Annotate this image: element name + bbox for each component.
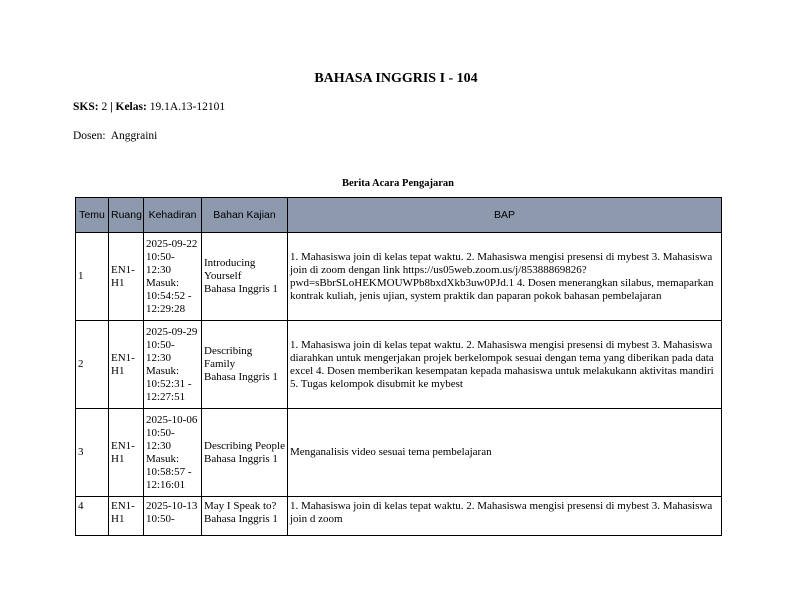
kehadiran-cell xyxy=(144,409,202,497)
sks-value: 2 xyxy=(101,101,108,113)
header-ruang: Ruang xyxy=(109,198,144,233)
masuk-label: Masuk: xyxy=(146,276,179,289)
masuk-label: Masuk: xyxy=(146,452,179,465)
masuk-time: 10:58:57 - 12:16:01 xyxy=(146,465,192,491)
bap-cell: 1. Mahasiswa join di kelas tepat waktu. 2. Mahasiswa mengisi presensi di mybest 3. Mahasiswa join di zoom dengan link https://us05web.zoom.us/j/85388869826?pwd=sBbrSLoHEKMOUWPb8bxdXkb3uw0PJd.1 4. Dosen menerangkan silabus, memaparkan kontrak kuliah, jenis ujian, system praktik dan paparan pokok bahasan pembelajaran xyxy=(288,233,722,321)
kehadiran-schedule: 2025-10-06 10:50-12:30 xyxy=(146,413,198,452)
header-temu: Temu xyxy=(76,198,109,233)
table-row xyxy=(76,409,722,497)
dosen-label: Dosen: xyxy=(73,130,106,142)
sks-label: SKS: xyxy=(73,101,99,113)
bahan-topic: Describing Family xyxy=(204,345,253,370)
masuk-time: 10:54:52 - 12:29:28 xyxy=(146,289,192,315)
ruang-cell: EN1-H1 xyxy=(109,497,144,536)
dosen-line xyxy=(73,130,157,142)
table-header-row xyxy=(76,198,722,233)
page-title: BAHASA INGGRIS I - 104 xyxy=(314,71,478,86)
masuk-label: Masuk: xyxy=(146,364,179,377)
table-row xyxy=(76,497,722,536)
course-meta-line xyxy=(73,101,225,113)
bahan-kajian-cell xyxy=(202,321,288,409)
bap-cell: 1. Mahasiswa join di kelas tepat waktu. 2. Mahasiswa mengisi presensi di mybest 3. Mahasiswa join d zoom xyxy=(288,497,722,536)
bahan-topic: Describing People xyxy=(204,439,285,452)
bap-table xyxy=(75,197,722,536)
ruang-cell: EN1-H1 xyxy=(109,233,144,321)
kehadiran-cell xyxy=(144,321,202,409)
kehadiran-schedule: 2025-09-29 10:50-12:30 xyxy=(146,325,198,364)
dosen-value: Anggraini xyxy=(110,130,158,142)
bap-cell: 1. Mahasiswa join di kelas tepat waktu. 2. Mahasiswa mengisi presensi di mybest 3. Mahasiswa diarahkan untuk mengerjakan projek berkelompok sesuai dengan tema yang diberikan pada data excel 4. Dosen memberikan kesempatan kepada mahasiswa untuk melakukann aktivitas mandiri 5. Tugas kelompok disubmit ke mybest xyxy=(288,321,722,409)
temu-cell: 2 xyxy=(76,321,109,409)
bahan-kajian-cell xyxy=(202,409,288,497)
kehadiran-schedule: 2025-10-13 10:50- xyxy=(146,500,198,525)
bahan-topic: Introducing Yourself xyxy=(204,257,256,282)
bahan-topic: May I Speak to? xyxy=(204,500,277,512)
header-kehadiran: Kehadiran xyxy=(144,198,202,233)
kelas-label: Kelas: xyxy=(115,101,147,113)
table-row xyxy=(76,321,722,409)
bahan-course: Bahasa Inggris 1 xyxy=(204,513,278,525)
table-row xyxy=(76,233,722,321)
header-bahan-kajian: Bahan Kajian xyxy=(202,198,288,233)
kehadiran-schedule: 2025-09-22 10:50-12:30 xyxy=(146,237,198,276)
table-caption: Berita Acara Pengajaran xyxy=(342,178,454,189)
bahan-course: Bahasa Inggris 1 xyxy=(204,371,278,383)
ruang-cell: EN1-H1 xyxy=(109,321,144,409)
ruang-cell: EN1-H1 xyxy=(109,409,144,497)
masuk-time: 10:52:31 - 12:27:51 xyxy=(146,377,192,403)
temu-cell: 3 xyxy=(76,409,109,497)
bahan-kajian-cell xyxy=(202,233,288,321)
temu-cell: 1 xyxy=(76,233,109,321)
temu-cell: 4 xyxy=(76,497,109,536)
bahan-course: Bahasa Inggris 1 xyxy=(204,452,278,465)
bap-cell: Menganalisis video sesuai tema pembelajaran xyxy=(288,409,722,497)
meta-separator: | xyxy=(110,101,113,113)
kelas-value: 19.1A.13-12101 xyxy=(149,101,226,113)
bahan-kajian-cell xyxy=(202,497,288,536)
header-bap: BAP xyxy=(288,198,722,233)
bahan-course: Bahasa Inggris 1 xyxy=(204,283,278,295)
kehadiran-cell xyxy=(144,233,202,321)
kehadiran-cell xyxy=(144,497,202,536)
